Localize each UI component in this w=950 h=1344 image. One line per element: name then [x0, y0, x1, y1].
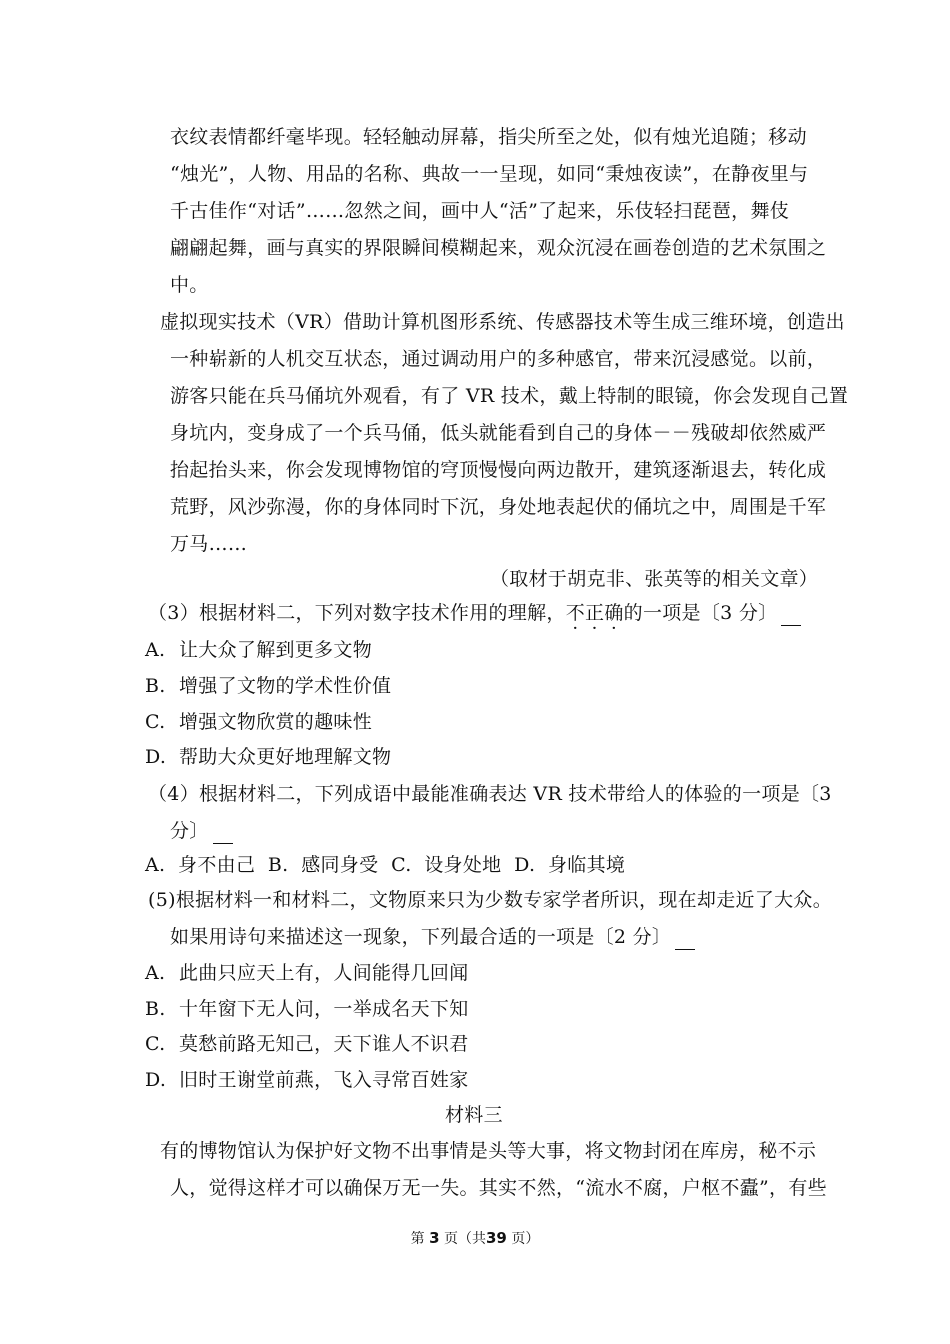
question-3-option-a	[145, 637, 372, 663]
option-text: 此曲只应天上有，人间能得几回闻	[179, 962, 469, 984]
source-citation: （取材于胡克非、张英等的相关文章）	[490, 568, 819, 590]
option-letter: B.	[145, 675, 166, 697]
passage-line: 抬起抬头来，你会发现博物馆的穹顶慢慢向两边散开，建筑逐渐退去，转化成	[170, 459, 827, 481]
footer-suffix: 页）	[511, 1231, 540, 1247]
question-4-stem-line2: 分〕	[170, 820, 209, 842]
passage-line: 万马……	[170, 533, 248, 555]
answer-blank	[675, 931, 695, 950]
footer-prefix: 第	[410, 1231, 425, 1247]
question-3-stem-before: （3）根据材料二，下列对数字技术作用的理解，	[148, 602, 566, 624]
emphasis-char: 确	[604, 602, 624, 624]
question-4-stem: （4）根据材料二，下列成语中最能准确表达 VR 技术带给人的体验的一项是〔3	[148, 783, 832, 805]
option-text: 十年窗下无人问，一举成名天下知	[179, 998, 469, 1020]
question-3-stem-after: 的一项是〔3 分〕	[623, 602, 778, 624]
passage-line: 衣纹表情都纤毫毕现。轻轻触动屏幕，指尖所至之处，似有烛光追随；移动	[170, 126, 807, 148]
emphasis-char: 不	[565, 602, 586, 624]
option-letter: C.	[145, 1033, 166, 1055]
footer-middle: 页（共	[444, 1231, 486, 1247]
page-number: 3	[429, 1229, 440, 1247]
question-3-stem	[148, 600, 801, 626]
option-letter: D.	[145, 746, 167, 768]
option-letter: B.	[145, 998, 166, 1020]
passage-line: 中。	[170, 274, 209, 296]
question-3-option-b	[145, 673, 391, 699]
page-footer	[0, 1228, 950, 1249]
option-text: 让大众了解到更多文物	[179, 639, 373, 661]
option-text: 旧时王谢堂前燕，飞入寻常百姓家	[179, 1069, 469, 1091]
question-5-option-c	[145, 1031, 469, 1057]
option-text: 增强文物欣赏的趣味性	[179, 711, 373, 733]
passage-line: 游客只能在兵马俑坑外观看，有了 VR 技术，戴上特制的眼镜，你会发现自己置	[170, 385, 849, 407]
question-4-stem-cont	[170, 818, 233, 844]
option-text: 增强了文物的学术性价值	[179, 675, 392, 697]
option-letter: D.	[145, 1069, 167, 1091]
passage-line: 千古佳作“对话”……忽然之间，画中人“活”了起来，乐伎轻扫琵琶，舞伎	[170, 200, 790, 222]
answer-blank	[781, 607, 801, 626]
question-5-stem: (5)根据材料一和材料二，文物原来只为少数专家学者所识，现在却走近了大众。	[148, 889, 833, 911]
question-5-stem-line2: 如果用诗句来描述这一现象，下列最合适的一项是〔2 分〕	[170, 926, 672, 948]
answer-blank	[213, 825, 233, 844]
option-letter: A.	[145, 639, 166, 661]
option-letter: A.	[145, 962, 166, 984]
question-5-option-b	[145, 996, 469, 1022]
material-3-line: 有的博物馆认为保护好文物不出事情是头等大事，将文物封闭在库房，秘不示	[160, 1140, 817, 1162]
option-text: 帮助大众更好地理解文物	[179, 746, 392, 768]
question-5-option-a	[145, 960, 469, 986]
option-letter: C.	[145, 711, 166, 733]
question-5-option-d	[145, 1067, 469, 1093]
passage-line: 虚拟现实技术（VR）借助计算机图形系统、传感器技术等生成三维环境，创造出	[160, 311, 845, 333]
question-3-option-d	[145, 744, 391, 770]
option-text: 莫愁前路无知己，天下谁人不识君	[179, 1033, 469, 1055]
passage-line: 荒野，风沙弥漫，你的身体同时下沉，身处地表起伏的俑坑之中，周围是千军	[170, 496, 827, 518]
total-pages: 39	[486, 1229, 507, 1247]
passage-line: 身坑内，变身成了一个兵马俑，低头就能看到自己的身体－－残破却依然威严	[170, 422, 827, 444]
emphasis-char: 正	[585, 602, 605, 624]
passage-line: 一种崭新的人机交互状态，通过调动用户的多种感官，带来沉浸感觉。以前，	[170, 348, 827, 370]
material-3-title: 材料三	[445, 1104, 503, 1126]
material-3-line: 人，觉得这样才可以确保万无一失。其实不然，“流水不腐，户枢不蠹”，有些	[170, 1177, 827, 1199]
question-4-options: A. 身不由己 B. 感同身受 C. 设身处地 D. 身临其境	[145, 854, 626, 876]
question-3-option-c	[145, 709, 372, 735]
question-5-stem-cont	[170, 924, 695, 950]
passage-line: “烛光”，人物、用品的名称、典故一一呈现，如同“秉烛夜读”，在静夜里与	[170, 163, 809, 185]
passage-line: 翩翩起舞，画与真实的界限瞬间模糊起来，观众沉浸在画卷创造的艺术氛围之	[170, 237, 827, 259]
